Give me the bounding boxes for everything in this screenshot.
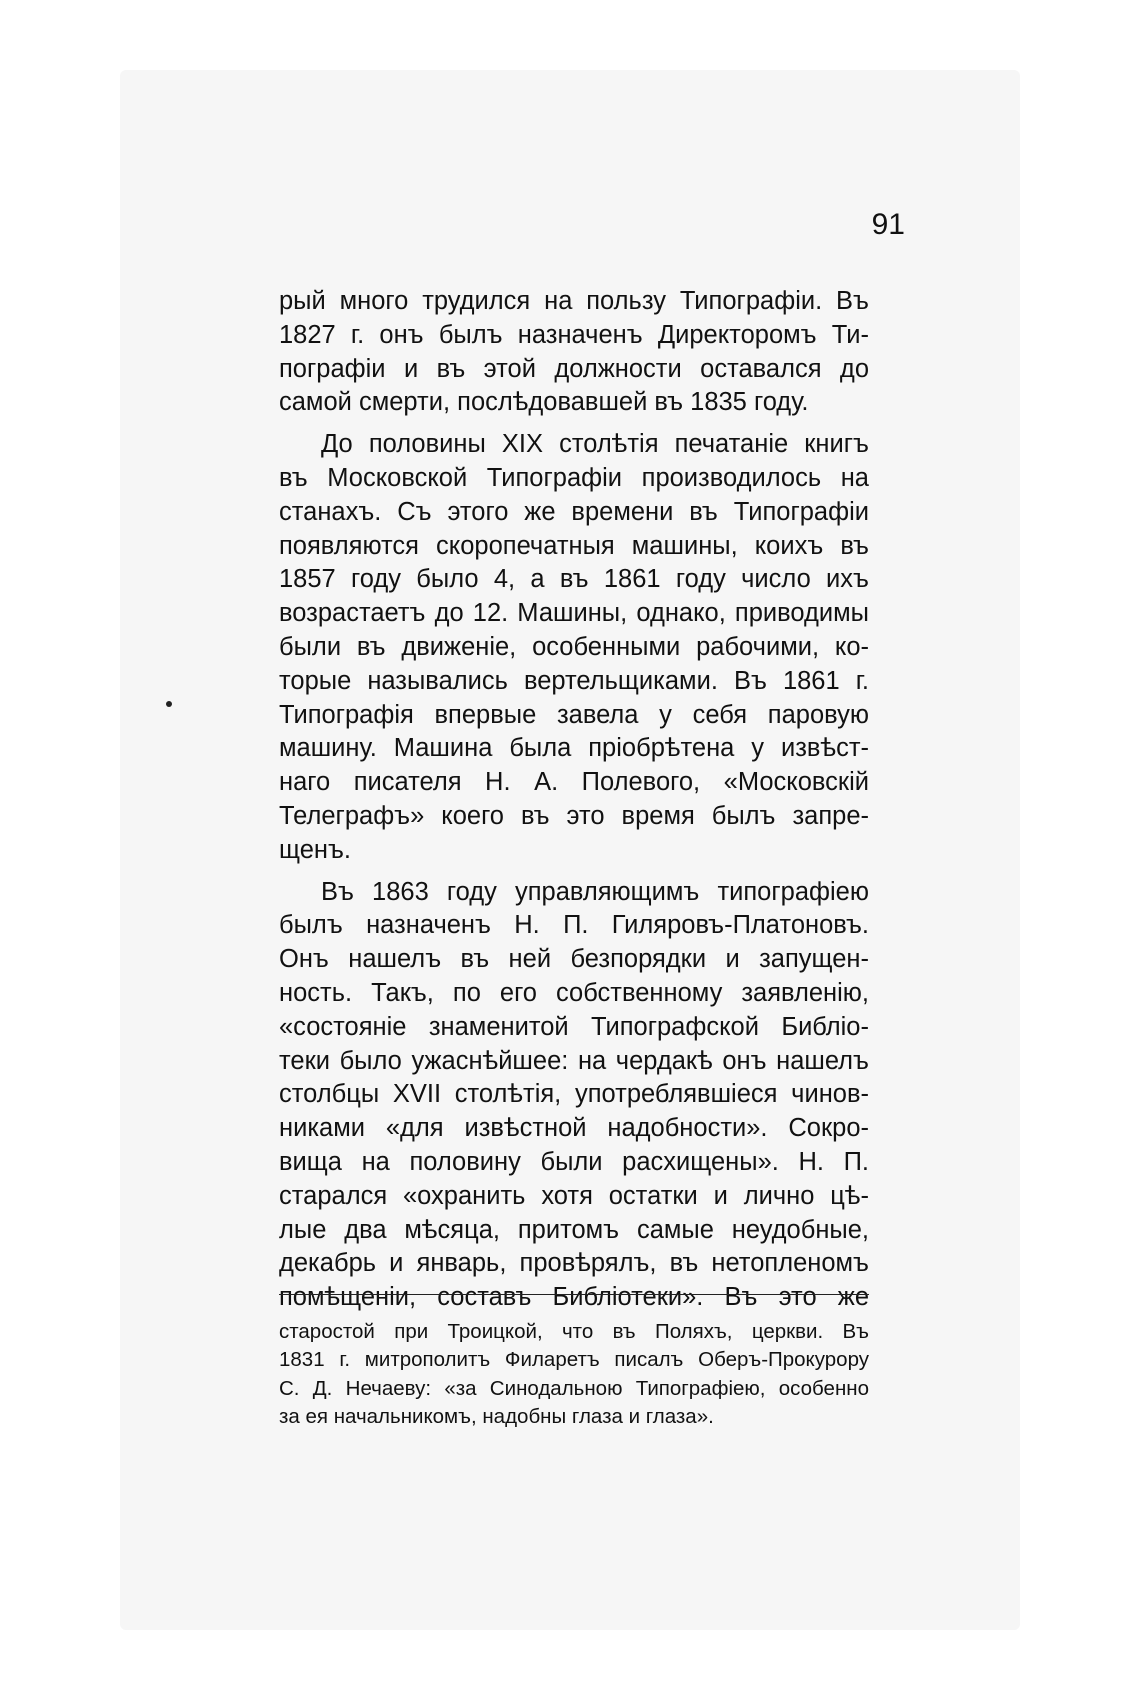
- text-line: 1827 г. онъ былъ назначенъ Директоромъ Ти-: [279, 320, 869, 349]
- text-line: вища на половину были расхищены». Н. П.: [279, 1147, 869, 1176]
- paragraph: [279, 876, 869, 1315]
- text-line: никами «для извѣстной надобности». Сокро-: [279, 1114, 869, 1143]
- text-line: Типографія впервые завела у себя паровую: [279, 700, 869, 729]
- text-line: лые два мѣсяца, притомъ самые неудобные,: [279, 1215, 869, 1244]
- text-line: старался «охранить хотя остатки и лично цѣ-: [279, 1181, 869, 1210]
- text-line: были въ движеніе, особенными рабочими, ко-: [279, 632, 869, 661]
- footnote-line: старостой при Троицкой, что въ Поляхъ, церкви. Въ: [279, 1320, 869, 1343]
- text-line: «состояніе знаменитой Типографской Библіо-: [279, 1012, 869, 1041]
- body-text: [279, 285, 869, 1315]
- text-line: теки было ужаснѣйшее: на чердакѣ онъ нашелъ: [279, 1046, 869, 1075]
- text-line: появляются скоропечатныя машины, коихъ въ: [279, 531, 869, 560]
- footnote-line: за ея начальникомъ, надобны глаза и глаза».: [279, 1404, 714, 1428]
- text-line: рый много трудился на пользу Типографіи. Въ: [279, 287, 869, 315]
- footnote: [279, 1318, 869, 1431]
- text-line: До половины XIX столѣтія печатаніе книгъ: [321, 430, 869, 459]
- text-line: Телеграфъ» коего въ это время былъ запре-: [279, 801, 869, 830]
- text-line: 1857 году было 4, а въ 1861 году число ихъ: [279, 565, 869, 594]
- paragraph: [279, 428, 869, 867]
- text-line: машину. Машина была пріобрѣтена у извѣст-: [279, 734, 869, 763]
- text-line: ность. Такъ, по его собственному заявленію,: [279, 978, 869, 1007]
- text-line: въ Московской Типографіи производилось на: [279, 463, 869, 492]
- text-line: помѣщеніи, составъ Библіотеки». Въ это же: [279, 1283, 869, 1312]
- text-line: возрастаетъ до 12. Машины, однако, приводимы: [279, 599, 869, 628]
- text-line: самой смерти, послѣдовавшей въ 1835 году.: [279, 388, 809, 417]
- text-line: пографіи и въ этой должности оставался до: [279, 354, 869, 383]
- text-line: станахъ. Съ этого же времени въ Типографіи: [279, 497, 869, 526]
- footnote-divider: [279, 1294, 869, 1295]
- text-line: торые назывались вертельщиками. Въ 1861 г.: [279, 666, 869, 695]
- footnote-paragraph: [279, 1318, 869, 1431]
- text-line: щенъ.: [279, 835, 351, 864]
- text-line: Онъ нашелъ въ ней безпорядки и запущен-: [279, 945, 869, 974]
- margin-dot: [166, 701, 172, 707]
- text-line: столбцы XVII столѣтія, употреблявшіеся чинов-: [279, 1080, 869, 1109]
- paragraph: [279, 285, 869, 420]
- text-line: былъ назначенъ Н. П. Гиляровъ-Платоновъ.: [279, 911, 869, 940]
- footnote-line: 1831 г. митрополитъ Филаретъ писалъ Оберъ-Прокурору: [279, 1348, 869, 1372]
- text-line: декабрь и январь, провѣрялъ, въ нетопленомъ: [279, 1249, 869, 1278]
- text-line: Въ 1863 году управляющимъ типографіею: [321, 877, 869, 906]
- page-number: 91: [871, 208, 905, 241]
- footnote-line: С. Д. Нечаеву: «за Синодальною Типографіею, особенно: [279, 1376, 869, 1400]
- text-line: наго писателя Н. А. Полевого, «Московскій: [279, 768, 869, 797]
